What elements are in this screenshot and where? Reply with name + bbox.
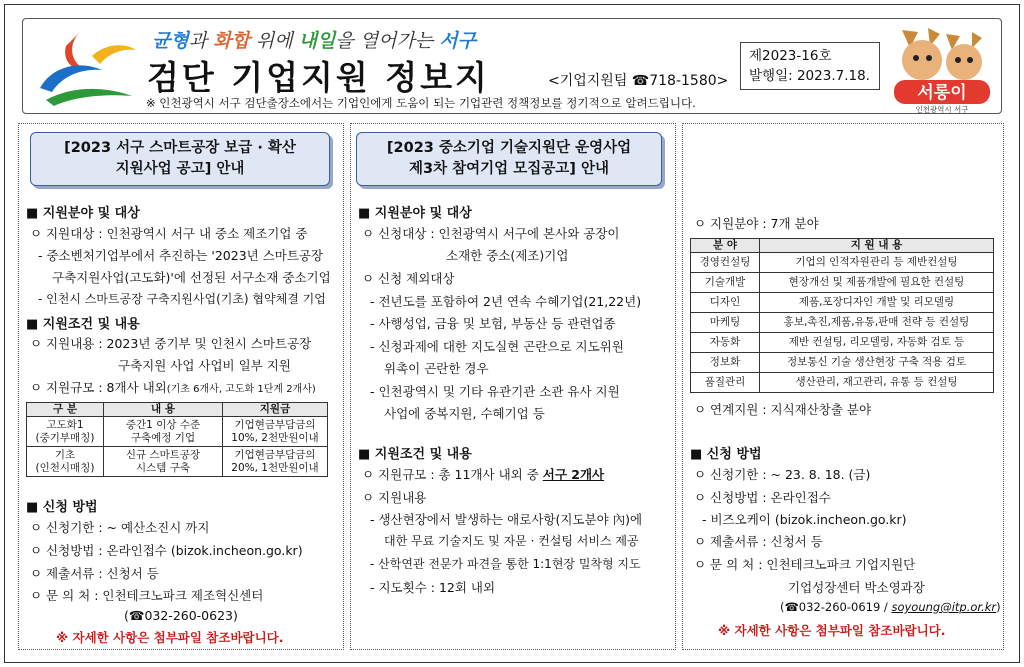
text-line: ㅇ 신청방법 : 온라인접수 [694,490,831,505]
section-heading: ■ 지원분야 및 대상 [26,206,140,221]
text-line: ㅇ 신청기한 : ~ 23. 8. 18. (금) [694,467,871,482]
text-line: 위촉이 곤란한 경우 [384,361,489,376]
text-line: ㅇ 문 의 처 : 인천테크노파크 제조혁신센터 [30,588,264,603]
table-row: 기초 (인천시매칭) 신규 스마트공장 시스템 구축 기업현금부담금의 20%, 1천만원이내 [27,447,328,477]
text-line: ㅇ 문 의 처 : 인천테크노파크 기업지원단 [694,557,916,572]
section-heading: ■ 지원분야 및 대상 [358,206,472,221]
support-table: 구 분 내 용 지원금 고도화1 (중기부매칭) 중간1 이상 수준 구축예정 기업 기업현금부담금의 10%, 2천만원이내 기초 (인천시매칭) 신규 스마트공장 시스템 구축 기업현금부담금의 20%, 1천만원이내 [26,402,328,477]
table-row: 정보화 정보통신 기술 생산현장 구축 적용 검토 [691,353,994,373]
svg-text:인천광역시 서구: 인천광역시 서구 [915,105,969,114]
text-line: 기업성장센터 박소영과장 [788,580,925,595]
text-line: 소재한 중소(제조)기업 [446,248,569,263]
text-line: - 생산현장에서 발생하는 애로사항(지도분야 內)에 [370,512,643,527]
text-line: ㅇ 지원분야 : 7개 분야 [694,216,819,231]
text-line: ㅇ 신청기한 : ~ 예산소진시 까지 [30,520,210,535]
mascot-icon [888,22,996,114]
attachment-notice: ※ 자세한 사항은 첨부파일 참조바랍니다. [718,623,946,638]
text-line: - 인천시 스마트공장 구축지원사업(기초) 협약체결 기업 [38,292,326,306]
text-line: - 중소벤처기업부에서 추진하는 '2023년 스마트공장 [38,248,324,263]
table-row: 고도화1 (중기부매칭) 중간1 이상 수준 구축예정 기업 기업현금부담금의 10%, 2천만원이내 [27,417,328,447]
table-row: 디자인 제품,포장디자인 개발 및 리모델링 [691,293,994,313]
text-line: ㅇ 신청방법 : 온라인접수 (bizok.incheon.go.kr) [30,543,303,558]
text-line: ㅇ 연계지원 : 지식재산창출 분야 [694,402,872,417]
text-line: - 신청과제에 대한 지도실현 곤란으로 지도위원 [370,339,624,354]
text-line: ㅇ 제출서류 : 신청서 등 [30,566,159,581]
table-row: 자동화 제반 컨설팅, 리모델링, 자동화 검토 등 [691,333,994,353]
text-line: ㅇ 지원내용 [362,490,427,505]
text-line: - 사행성업, 금융 및 보험, 부동산 등 관련업종 [370,316,616,331]
text-line: - 비즈오케이 (bizok.incheon.go.kr) [702,512,907,527]
text-line: ㅇ 지원규모 : 8개사 내외(기초 6개사, 고도화 1단계 2개사) [30,380,316,395]
text-line: ㅇ 신청 제외대상 [362,271,455,286]
table-row: 기술개발 현장개선 및 제품개발에 필요한 컨설팅 [691,273,994,293]
text-line: ㅇ 지원대상 : 인천광역시 서구 내 중소 제조기업 중 [30,226,308,241]
section-heading: ■ 신청 방법 [26,500,98,515]
issue-number: 제2023-16호 [749,48,832,64]
contact-phone: (☎032-260-0623) [124,608,238,623]
header-slogan: 균형과 화합 위에 내일을 열어가는 서구 [152,30,476,52]
text-line: ㅇ 제출서류 : 신청서 등 [694,534,823,549]
svg-text:서롱이: 서롱이 [917,83,967,103]
team-contact: <기업지원팀 ☎718-1580> [548,73,729,89]
table-row: 품질관리 생산관리, 재고관리, 유통 등 컨설팅 [691,373,994,393]
text-line: ㅇ 지원규모 : 총 11개사 내외 중 서구 2개사 [362,467,605,482]
email-link[interactable]: soyoung@itp.or.kr [891,600,997,614]
issue-info-box [740,42,880,90]
announcement-title-smart-factory: [2023 서구 스마트공장 보급 · 확산 지원사업 공고] 안내 [30,132,330,186]
seogu-logo-icon [32,26,142,110]
support-fields-table: 분 야 지 원 내 용 경영컨설팅 기업의 인적자원관리 등 제반컨설팅 기술개발 현장개선 및 제품개발에 필요한 컨설팅 디자인 제품,포장디자인 개발 및 리모델링 마케팅 홍보,촉진,제품,유통,판매 전략 등 컨설팅 자동화 제반 컨설팅, 리모델링, 자동화 검토 등 정보화 정보통신 기술 생산현장 구축 적용 검토 품질관리 생산관리, 재고관리, 유통 등 컨설팅 [690,238,994,393]
attachment-notice: ※ 자세한 사항은 첨부파일 참조바랍니다. [56,630,284,645]
header-notice: ※ 인천광역시 서구 검단출장소에서는 기업인에게 도움이 되는 기업관련 정책정보를 정기적으로 알려드립니다. [146,96,696,110]
text-line: ㅇ 지원내용 : 2023년 중기부 및 인천시 스마트공장 [30,336,312,351]
section-heading: ■ 지원조건 및 내용 [26,317,140,332]
text-line: 구축지원사업(고도화)'에 선정된 서구소재 중소기업 [52,270,331,285]
text-line: 대한 무료 기술지도 및 자문 · 컨설팅 서비스 제공 [384,534,639,548]
table-row: 마케팅 홍보,촉진,제품,유통,판매 전략 등 컨설팅 [691,313,994,333]
text-line: - 전년도를 포함하여 2년 연속 수혜기업(21,22년) [370,294,642,309]
newsletter-title: 검단 기업지원 정보지 [147,58,490,97]
section-heading: ■ 신청 방법 [690,447,762,462]
text-line: - 인천광역시 및 기타 유관기관 소관 유사 지원 [370,384,620,399]
text-line: ㅇ 신청대상 : 인천광역시 서구에 본사와 공장이 [362,226,620,241]
table-row: 경영컨설팅 기업의 인적자원관리 등 제반컨설팅 [691,253,994,273]
contact-info: (☎032-260-0619 / soyoung@itp.or.kr) [780,600,1001,614]
text-line: 구축지원 사업 사업비 일부 지원 [118,358,291,373]
section-heading: ■ 지원조건 및 내용 [358,447,472,462]
text-line: 사업에 중복지원, 수혜기업 등 [384,406,545,421]
announcement-title-tech-support: [2023 중소기업 기술지원단 운영사업 제3차 참여기업 모집공고] 안내 [356,132,662,186]
text-line: - 산학연관 전문가 파견을 통한 1:1현장 밀착형 지도 [370,557,641,571]
issue-date: 발행일: 2023.7.18. [749,68,870,84]
text-line: - 지도횟수 : 12회 내외 [370,580,496,595]
